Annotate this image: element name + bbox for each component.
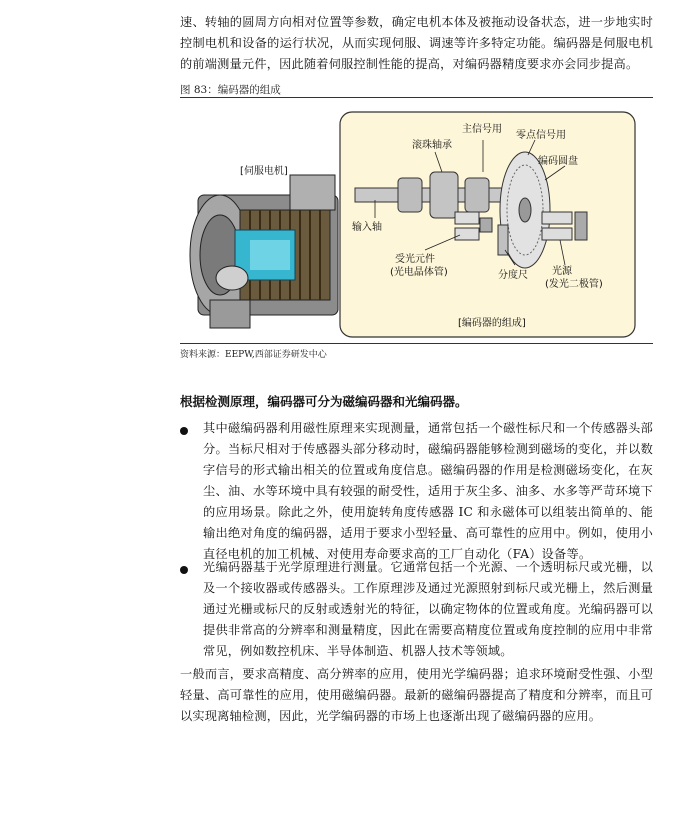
- encoder-figure: [180, 100, 653, 340]
- encoder-illustration: [180, 100, 653, 340]
- label-encoder-disk: 编码圆盘: [538, 156, 578, 167]
- scale-drawing: [498, 225, 508, 255]
- label-receiver-2: (光电晶体管): [390, 267, 448, 278]
- caption-rule: [180, 97, 653, 98]
- label-zero-signal: 零点信号用: [516, 130, 566, 141]
- label-composition: [编码器的组成]: [458, 318, 526, 329]
- figure-bottom-rule: [180, 343, 653, 344]
- bullet-paragraph-optical: 光编码器基于光学原理进行测量。它通常包括一个光源、一个透明标尺或光栅，以及一个接收器或传感器头。工作原理涉及通过光源照射到标尺或光栅上，然后测量通过光栅或标尺的反射或透射光的特征，以确定物体的位置或角度。光编码器可以提供非常高的分辨率和测量精度，因此在需要高精度位置或角度控制的应用中非常常见，例如数控机床、半导体制造、机器人技术等领域。: [203, 560, 653, 658]
- section-heading: 根据检测原理，编码器可分为磁编码器和光编码器。: [180, 394, 468, 409]
- intro-paragraph: 速、转轴的圆周方向相对位置等参数，确定电机本体及被拖动设备状态，进一步地实时控制电机和设备的运行状况，从而实现伺服、调速等许多特定功能。编码器是伺服电机的前端测量元件，因此随着伺服控制性能的提高，对编码器精度要求亦会同步提高。: [180, 15, 653, 71]
- label-servo-motor: [伺服电机]: [240, 166, 288, 177]
- label-scale: 分度尺: [498, 270, 528, 281]
- label-main-signal: 主信号用: [462, 124, 502, 135]
- bullet-marker: [180, 427, 188, 435]
- servo-motor-drawing: [190, 175, 338, 328]
- conclusion-paragraph: 一般而言，要求高精度、高分辨率的应用，使用光学编码器；追求环境耐受性强、小型轻量、高可靠性的应用，使用磁编码器。最新的磁编码器提高了精度和分辨率，而且可以实现离轴检测，因此，光学编码器的市场上也逐渐出现了磁编码器的应用。: [180, 667, 653, 723]
- label-source-2: (发光二极管): [545, 279, 603, 290]
- label-ball-bearing: 滚珠轴承: [412, 140, 452, 151]
- bullet-marker: [180, 566, 188, 574]
- label-input-shaft: 输入轴: [352, 222, 382, 233]
- figure-source: 资料来源：EEPW,西部证券研发中心: [180, 350, 327, 360]
- figure-caption: 图 83：编码器的组成: [180, 84, 281, 96]
- bullet-paragraph-magnetic: 其中磁编码器利用磁性原理来实现测量，通常包括一个磁性标尺和一个传感器头部分。当标尺相对于传感器头部分移动时，磁编码器能够检测到磁场的变化，并以数字信号的形式输出相关的位置或角度信息。磁编码器的作用是检测磁场变化，在灰尘、油、水等环境中具有较强的耐受性，适用于灰尘多、油多、水多等严苛环境下的应用场景。除此之外，使用旋转角度传感器 IC 和永磁体可以组装出简单的、能输出绝对角度的编码器，适用于要求小型轻量、高可靠性的应用中。例如，使用小直径电机的加工机械、对使用寿命要求高的工厂自动化（FA）设备等。: [203, 421, 653, 561]
- label-source-1: 光源: [552, 266, 572, 277]
- label-receiver-1: 受光元件: [395, 254, 435, 265]
